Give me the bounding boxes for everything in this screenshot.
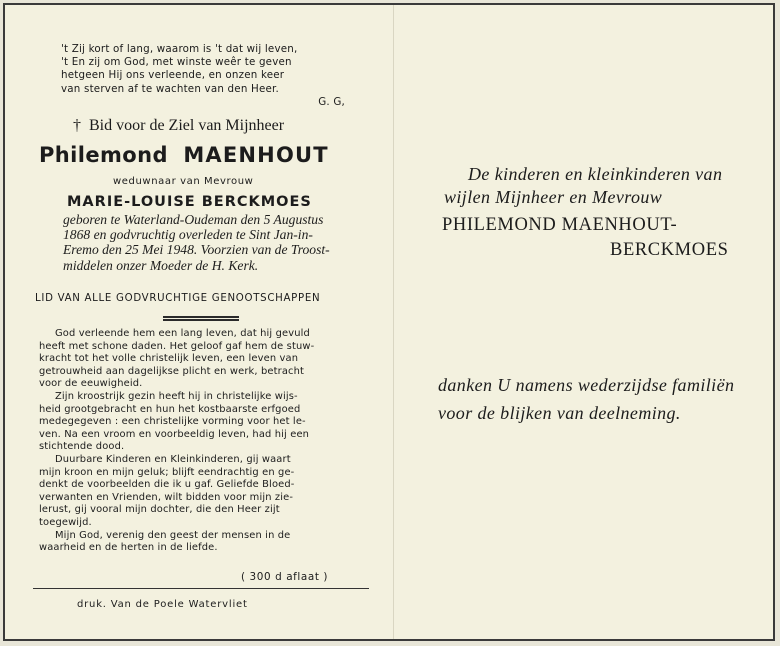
body-text xyxy=(39,328,355,555)
body-text-line: Mijn God, verenig den geest der mensen in de xyxy=(55,529,291,541)
ornament-divider xyxy=(163,316,239,321)
printer-credit: druk. Van de Poele Watervliet xyxy=(77,599,248,610)
body-text-line: toegewijd. xyxy=(39,516,92,528)
poem-line: hetgeen Hij ons verleende, en onzen keer xyxy=(61,69,285,82)
poem-line: 't Zij kort of lang, waarom is 't dat wij leven, xyxy=(61,43,298,55)
indulgence-note: ( 300 d aflaat ) xyxy=(241,571,329,583)
family-name-line: PHILEMOND MAENHOUT- xyxy=(442,215,678,235)
left-page xyxy=(5,5,393,639)
deceased-first-name: Philemond xyxy=(39,143,168,167)
thanks-heading xyxy=(444,163,764,209)
family-name xyxy=(442,213,742,263)
bio-line: geboren te Waterland-Oudeman den 5 Augustus xyxy=(63,212,324,227)
prayer-text: Bid voor de Ziel van Mijnheer xyxy=(89,117,285,134)
bottom-rule xyxy=(33,588,369,589)
poem-line: 't En zij om God, met winste weêr te geven xyxy=(61,56,292,69)
body-text-line: mijn kroon en mijn geluk; blijft eendrachtig en ge- xyxy=(39,466,295,478)
bio-line: 1868 en godvruchtig overleden te Sint Jan-in- xyxy=(63,227,313,243)
bio-line: middelen onzer Moeder de H. Kerk. xyxy=(63,257,259,273)
deceased-name xyxy=(39,143,379,167)
body-text-line: voor de eeuwigheid. xyxy=(39,378,143,390)
memorial-card xyxy=(3,3,775,641)
membership-line: LID VAN ALLE GODVRUCHTIGE GENOOTSCHAPPEN xyxy=(35,293,321,304)
poem-line: van sterven af te wachten van den Heer. xyxy=(61,82,279,95)
body-text-line: kracht tot het volle christelijk leven, een leven van xyxy=(39,353,299,365)
body-text-line: Zijn kroostrijk gezin heeft hij in christelijke wijs- xyxy=(55,390,298,402)
cross-icon: † xyxy=(73,117,81,134)
body-text-line: denkt de voorbeelden die ik u gaf. Geliefde Bloed- xyxy=(39,479,295,491)
body-text-line: verwanten en Vrienden, wilt bidden voor mijn zie- xyxy=(39,491,294,503)
body-text-line: getrouwheid aan dagelijkse plicht en werk, betracht xyxy=(39,365,305,377)
body-text-line: heid grootgebracht en hun het kostbaarste erfgoed xyxy=(39,403,301,415)
widower-line: weduwnaar van Mevrouw xyxy=(113,176,254,187)
spouse-name: MARIE-LOUISE BERCKMOES xyxy=(67,194,312,210)
body-text-line: God verleende hem een lang leven, dat hij gevuld xyxy=(55,328,310,339)
body-text-line: heeft met schone daden. Het geloof gaf hem de stuw- xyxy=(39,340,315,352)
poem xyxy=(61,43,361,109)
prayer-line xyxy=(73,117,353,135)
thanks-heading-line: De kinderen en kleinkinderen van xyxy=(468,164,723,184)
body-text-line: stichtende dood. xyxy=(39,441,125,453)
body-text-line: waarheid en de herten in de liefde. xyxy=(39,542,218,554)
right-page xyxy=(394,5,773,639)
thanks-body-line: voor de blijken van deelneming. xyxy=(438,403,681,423)
poem-signature: G. G, xyxy=(318,95,345,108)
deceased-last-name: MAENHOUT xyxy=(183,143,329,167)
body-text-line: ven. Na een vroom en voorbeeldig leven, had hij een xyxy=(39,428,310,440)
bio-line: Eremo den 25 Mei 1948. Voorzien van de Troost- xyxy=(63,242,330,258)
body-text-line: lerust, gij vooral mijn dochter, die den Heer zijt xyxy=(39,504,280,516)
family-name-line: BERCKMOES xyxy=(610,240,729,260)
body-text-line: Duurbare Kinderen en Kleinkinderen, gij waart xyxy=(55,453,291,465)
body-text-line: medegegeven : een christelijke vorming voor het le- xyxy=(39,416,306,428)
biography xyxy=(63,212,363,273)
thanks-body xyxy=(438,371,758,427)
thanks-body-line: danken U namens wederzijdse familiën xyxy=(438,375,735,395)
thanks-heading-line: wijlen Mijnheer en Mevrouw xyxy=(444,187,663,207)
